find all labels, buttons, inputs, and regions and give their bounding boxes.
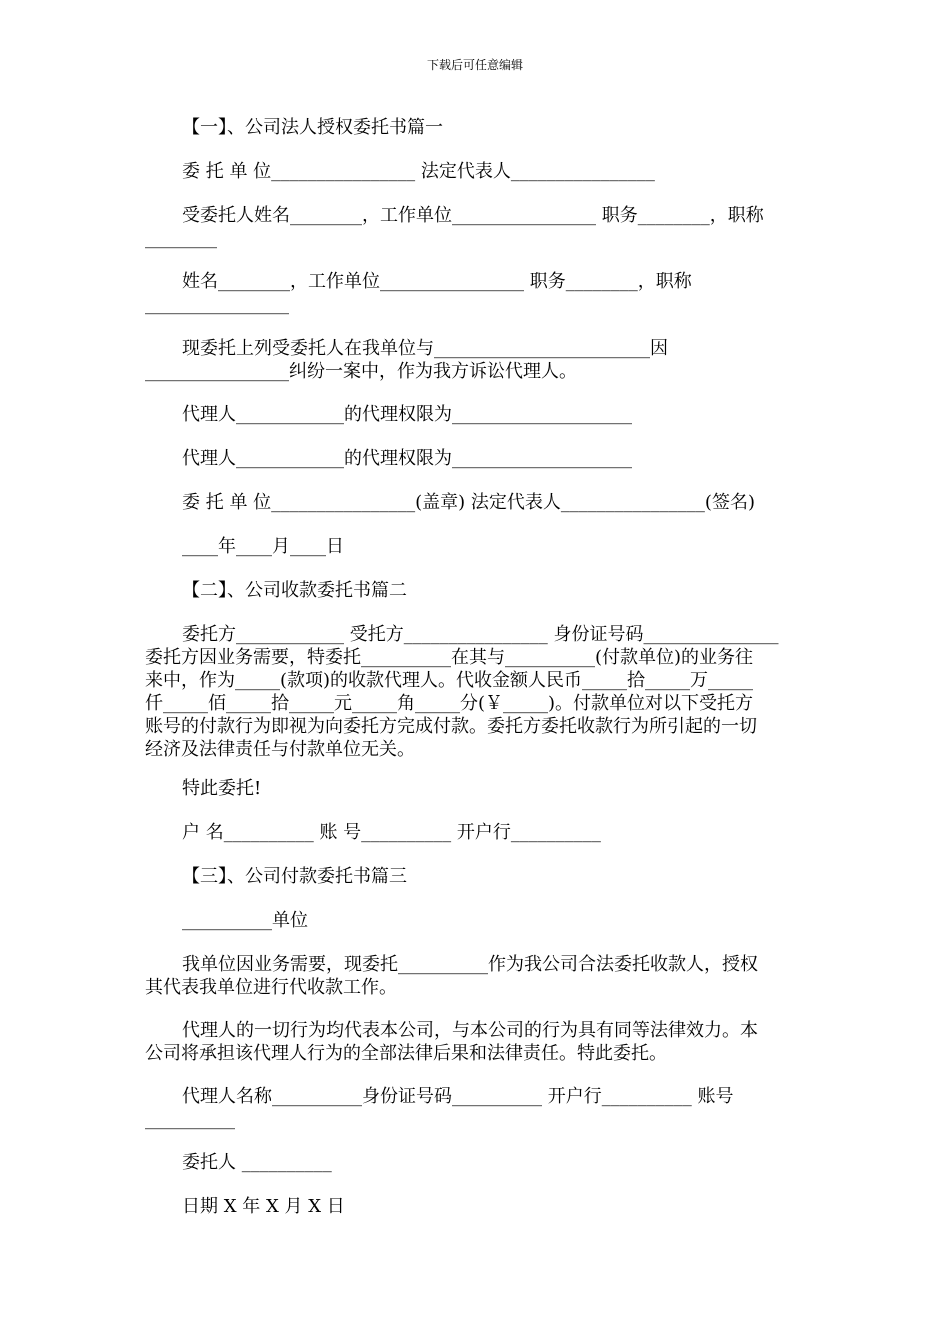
paragraph-s2-body-line-2: 委托方因业务需要，特委托__________在其与__________(付款单位)的业务往 xyxy=(145,647,754,668)
paragraph-s1-agent1-line-1: 受委托人姓名________，工作单位________________ 职务________，职称 xyxy=(182,205,764,226)
paragraph-s1-entrust-line-2: ________________纠纷一案中，作为我方诉讼代理人。 xyxy=(145,361,577,382)
paragraph-s2-title: 【二】、公司收款委托书篇二 xyxy=(182,580,407,601)
paragraph-s3-agent-line-2: __________ xyxy=(145,1109,235,1130)
paragraph-s2-body-line-5: 账号的付款行为即视为向委托方完成付款。委托方委托收款行为所引起的一切 xyxy=(145,716,757,737)
paragraph-s3-date: 日期 X 年 X 月 X 日 xyxy=(182,1196,345,1217)
paragraph-s2-body-line-4: 仟_____佰_____拾_____元_____角_____分(￥_____)。付款单位对以下受托方 xyxy=(145,693,754,714)
paragraph-s1-agent2-line-2: ________________ xyxy=(145,294,289,315)
page-header: 下载后可任意编辑 xyxy=(426,58,523,72)
paragraph-s3-liability-line-2: 公司将承担该代理人行为的全部法律后果和法律责任。特此委托。 xyxy=(145,1043,667,1064)
paragraph-s3-liability-line-1: 代理人的一切行为均代表本公司，与本公司的行为具有同等法律效力。本 xyxy=(182,1020,758,1041)
paragraph-s2-body-line-6: 经济及法律责任与付款单位无关。 xyxy=(145,739,415,760)
paragraph-s3-entrust-line-2: 其代表我单位进行代收款工作。 xyxy=(145,977,397,998)
paragraph-s2-body-line-3: 来中，作为_____(款项)的收款代理人。代收金额人民币_____拾_____万_____ xyxy=(145,670,754,691)
paragraph-s2-account: 户 名__________ 账 号__________ 开户行__________ xyxy=(182,822,601,843)
paragraph-s1-scope1: 代理人____________的代理权限为____________________ xyxy=(182,404,632,425)
paragraph-s3-agent-line-1: 代理人名称__________身份证号码__________ 开户行__________ 账号 xyxy=(182,1086,734,1107)
paragraph-s3-entrust-line-1: 我单位因业务需要，现委托__________作为我公司合法委托收款人，授权 xyxy=(182,954,758,975)
paragraph-s1-scope2: 代理人____________的代理权限为____________________ xyxy=(182,448,632,469)
paragraph-s3-client: 委托人 __________ xyxy=(182,1152,332,1173)
paragraph-s3-unit: __________单位 xyxy=(182,910,308,931)
paragraph-s1-agent1-line-2: ________ xyxy=(145,228,217,249)
paragraph-s1-sign: 委 托 单 位________________(盖章) 法定代表人________________(签名) xyxy=(182,492,755,513)
paragraph-s2-hereby: 特此委托! xyxy=(182,778,262,799)
paragraph-s3-title: 【三】、公司付款委托书篇三 xyxy=(182,866,407,887)
paragraph-s2-body-line-1: 委托方____________ 受托方________________ 身份证号码_______________ xyxy=(182,624,779,645)
paragraph-s1-title: 【一】、公司法人授权委托书篇一 xyxy=(182,117,443,138)
paragraph-s1-date: ____年____月____日 xyxy=(182,536,344,557)
paragraph-s1-agent2-line-1: 姓名________，工作单位________________ 职务________，职称 xyxy=(182,271,692,292)
paragraph-s1-unit: 委 托 单 位________________ 法定代表人________________ xyxy=(182,161,655,182)
paragraph-s1-entrust-line-1: 现委托上列受委托人在我单位与________________________因 xyxy=(182,338,668,359)
